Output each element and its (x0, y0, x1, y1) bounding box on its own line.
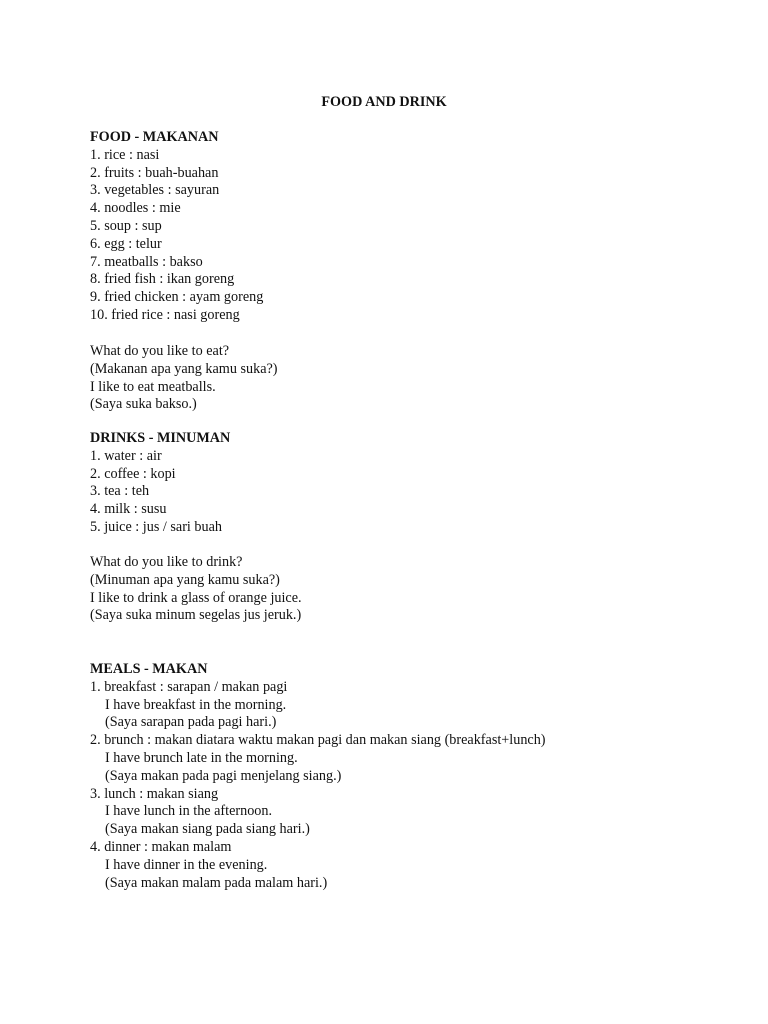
meal-translation: (Saya makan pada pagi menjelang siang.) (105, 767, 342, 784)
food-answer-translation: (Saya suka bakso.) (90, 396, 197, 413)
food-item: 7. meatballs : bakso (90, 253, 203, 270)
drink-item: 2. coffee : kopi (90, 465, 176, 482)
meal-example: I have breakfast in the morning. (105, 696, 287, 713)
food-item: 3. vegetables : sayuran (90, 182, 220, 199)
drinks-dialog (90, 554, 730, 625)
meal-term: 2. brunch : makan diatara waktu makan pagi dan makan siang (breakfast+lunch) (90, 732, 546, 749)
drinks-section (90, 430, 730, 537)
drink-question: What do you like to drink? (90, 554, 243, 570)
meal-example: I have lunch in the afternoon. (105, 803, 273, 820)
food-item: 6. egg : telur (90, 235, 162, 252)
meal-term: 3. lunch : makan siang (90, 785, 219, 802)
meal-example: I have dinner in the evening. (105, 856, 268, 873)
food-item: 8. fried fish : ikan goreng (90, 271, 235, 288)
meal-translation: (Saya makan malam pada malam hari.) (105, 874, 328, 891)
meal-translation: (Saya makan siang pada siang hari.) (105, 821, 310, 838)
drinks-heading: DRINKS - MINUMAN (90, 430, 231, 446)
drink-answer-translation: (Saya suka minum segelas jus jeruk.) (90, 607, 302, 624)
meal-term: 4. dinner : makan malam (90, 838, 232, 855)
food-item: 1. rice : nasi (90, 146, 160, 163)
meal-translation: (Saya sarapan pada pagi hari.) (105, 714, 277, 731)
food-dialog (90, 343, 730, 414)
drink-item: 4. milk : susu (90, 501, 167, 518)
meal-example: I have brunch late in the morning. (105, 749, 298, 766)
meals-heading: MEALS - MAKAN (90, 661, 208, 677)
food-answer: I like to eat meatballs. (90, 378, 216, 395)
drink-item: 5. juice : jus / sari buah (90, 518, 222, 535)
food-heading: FOOD - MAKANAN (90, 129, 219, 145)
food-question-translation: (Makanan apa yang kamu suka?) (90, 360, 278, 377)
drink-item: 1. water : air (90, 447, 162, 464)
food-item: 2. fruits : buah-buahan (90, 164, 219, 181)
drink-answer: I like to drink a glass of orange juice. (90, 589, 302, 606)
food-item: 10. fried rice : nasi goreng (90, 306, 240, 323)
food-question: What do you like to eat? (90, 343, 230, 359)
page-title: FOOD AND DRINK (321, 94, 447, 110)
drink-item: 3. tea : teh (90, 483, 150, 500)
meals-section (90, 661, 730, 892)
meal-term: 1. breakfast : sarapan / makan pagi (90, 678, 288, 695)
food-item: 4. noodles : mie (90, 200, 181, 217)
food-item: 9. fried chicken : ayam goreng (90, 289, 264, 306)
food-section (90, 129, 730, 325)
food-item: 5. soup : sup (90, 217, 162, 234)
drink-question-translation: (Minuman apa yang kamu suka?) (90, 571, 280, 588)
